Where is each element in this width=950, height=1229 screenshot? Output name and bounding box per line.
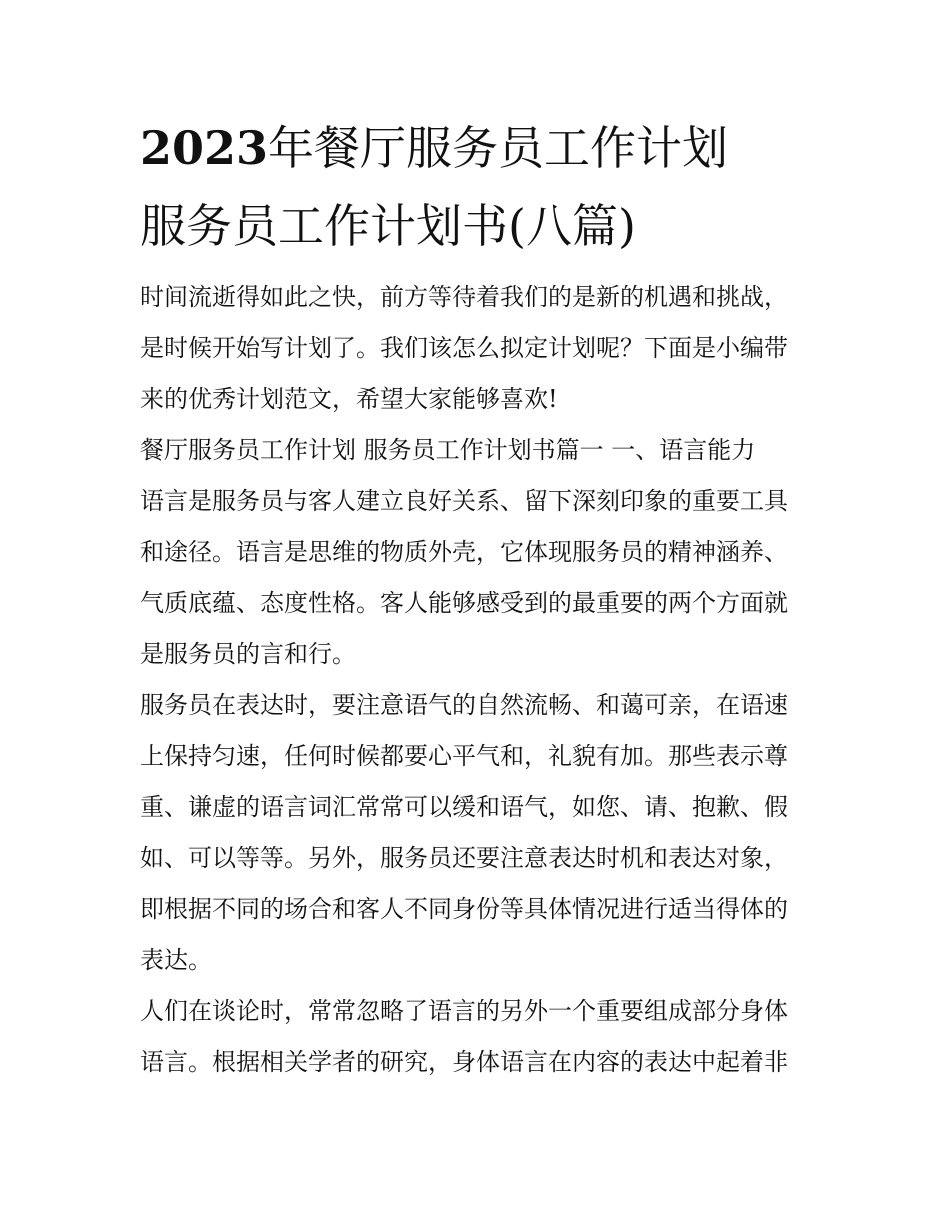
body-line: 即根据不同的场合和客人不同身份等具体情况进行适当得体的 (140, 895, 788, 923)
section-heading-line: 餐厅服务员工作计划 服务员工作计划书篇一 一、语言能力 (140, 436, 756, 464)
body-line: 人们在谈论时，常常忽略了语言的另外一个重要组成部分身体 (140, 997, 788, 1025)
body-line: 服务员在表达时，要注意语气的自然流畅、和蔼可亲，在语速 (140, 691, 788, 719)
title-year: 2023 (140, 121, 269, 175)
document-title-line-1 (140, 120, 840, 176)
body-line: 和途径。语言是思维的物质外壳，它体现服务员的精神涵养、 (140, 538, 788, 566)
body-line: 气质底蕴、态度性格。客人能够感受到的最重要的两个方面就 (140, 589, 788, 617)
body-line: 语言。根据相关学者的研究，身体语言在内容的表达中起着非 (140, 1048, 788, 1076)
body-line: 表达。 (140, 946, 212, 974)
body-line: 时间流逝得如此之快，前方等待着我们的是新的机遇和挑战， (140, 283, 788, 311)
body-line: 是时候开始写计划了。我们该怎么拟定计划呢？下面是小编带 (140, 334, 788, 362)
body-line: 如、可以等等。另外，服务员还要注意表达时机和表达对象， (140, 844, 788, 872)
title-main-text: 年餐厅服务员工作计划 (268, 121, 729, 175)
body-line: 语言是服务员与客人建立良好关系、留下深刻印象的重要工具 (140, 487, 788, 515)
document-body (140, 272, 812, 1088)
body-line: 是服务员的言和行。 (140, 640, 356, 668)
body-line: 重、谦虚的语言词汇常常可以缓和语气，如您、请、抱歉、假 (140, 793, 788, 821)
body-line: 上保持匀速，任何时候都要心平气和，礼貌有加。那些表示尊 (140, 742, 788, 770)
body-line: 来的优秀计划范文，希望大家能够喜欢! (140, 385, 558, 413)
document-title-line-2: 服务员工作计划书(八篇) (140, 199, 636, 253)
